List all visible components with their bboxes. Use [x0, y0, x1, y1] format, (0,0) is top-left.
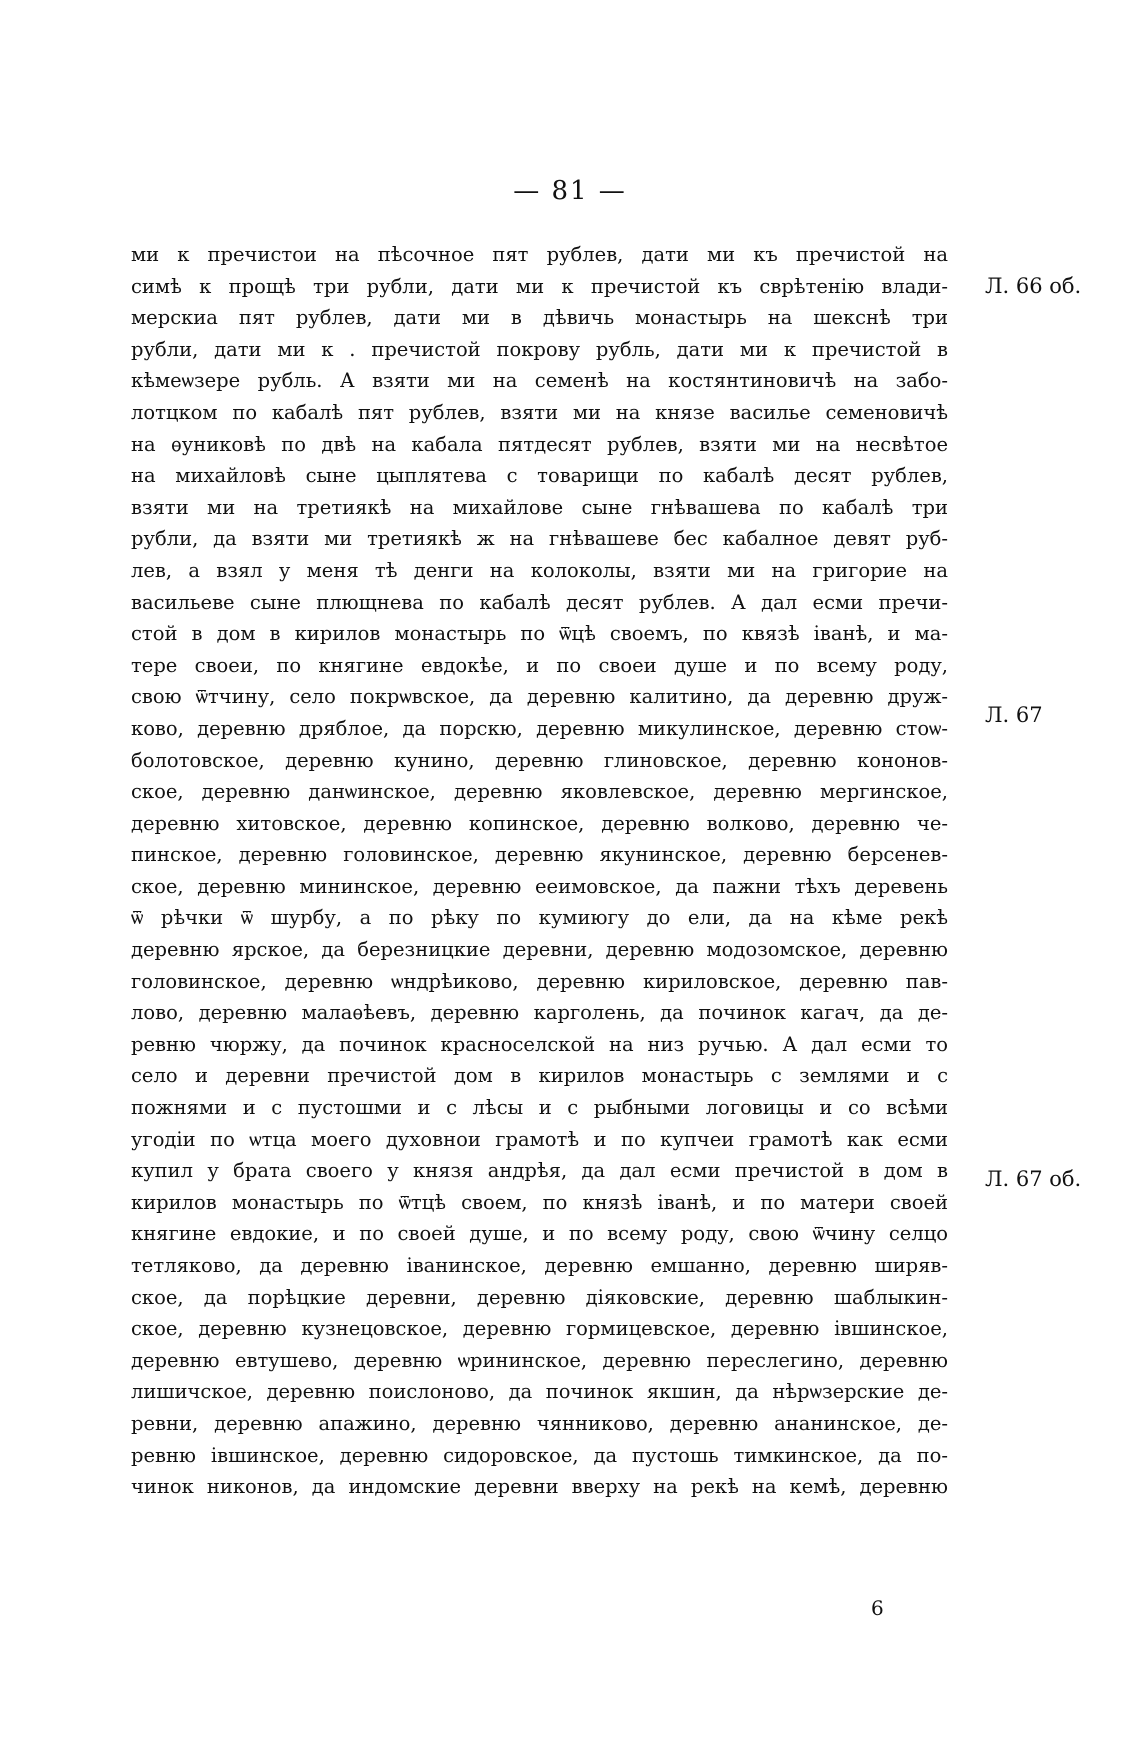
text-line: васильеве сыне плющнева по кабалѣ десят рублев. А дал есми пречи-	[131, 590, 948, 614]
margin-folio-note: Л. 66 об.	[985, 274, 1082, 298]
text-line: пинское, деревню головинское, деревню якунинское, деревню берсенев-	[131, 843, 948, 867]
text-line: стой в дом в кирилов монастырь по ѿцѣ своемъ, по квязѣ іванѣ, и ма-	[131, 622, 948, 646]
text-line: лотцком по кабалѣ пят рублев, взяти ми на князе василье семеновичѣ	[131, 400, 948, 424]
text-line: болотовское, деревню кунино, деревню глиновское, деревню кононов-	[131, 748, 948, 772]
text-line: головинское, деревню ѡндрѣиково, деревню кириловское, деревню пав-	[131, 969, 948, 993]
text-line: свою ѿтчину, село покрѡвское, да деревню калитино, да деревню друж-	[131, 685, 948, 709]
text-line: взяти ми на третиякѣ на михайлове сыне гнѣвашева по кабалѣ три	[131, 495, 948, 519]
body-text	[131, 239, 948, 1503]
text-line: на ѳуниковѣ по двѣ на кабала пятдесят рублев, взяти ми на несвѣтое	[131, 432, 948, 456]
text-line: ково, деревню дряблое, да порскю, деревню микулинское, деревню стоѡ-	[131, 716, 948, 740]
text-line: рубли, да взяти ми третиякѣ ж на гнѣвашеве бес кабалное девят руб-	[131, 527, 948, 551]
signature-mark: 6	[871, 1596, 884, 1620]
text-line: рубли, дати ми к . пречистой покрову рубль, дати ми к пречистой в	[131, 337, 948, 361]
text-line: ское, да порѣцкие деревни, деревню дiяковские, деревню шаблыкин-	[131, 1285, 948, 1309]
text-line: ревню чюржу, да починок красноселской на низ ручью. А дал есми то	[131, 1032, 948, 1056]
text-line: ѿ рѣчки ѿ шурбу, а по рѣку по кумиюгу до ели, да на кѣме рекѣ	[131, 906, 948, 930]
text-line: лово, деревню малаѳѣевъ, деревню карголень, да починок кагач, да де-	[131, 1001, 948, 1025]
text-line: на михайловѣ сыне цыплятева с товарищи по кабалѣ десят рублев,	[131, 464, 948, 488]
text-line: деревню хитовское, деревню копинское, деревню волково, деревню че-	[131, 811, 948, 835]
text-line: деревню ярское, да березницкие деревни, деревню модозомское, деревню	[131, 938, 948, 962]
text-line: кѣмеѡзере рубль. А взяти ми на семенѣ на костянтиновичѣ на забо-	[131, 369, 948, 393]
text-line: ревни, деревню апажино, деревню чянниково, деревню ананинское, де-	[131, 1411, 948, 1435]
page-number: — 81 —	[513, 176, 627, 206]
text-line: купил у брата своего у князя андрѣя, да дал есми пречистой в дом в	[131, 1159, 948, 1183]
text-line: чинок никонов, да индомские деревни вверху на рекѣ на кемѣ, деревню	[131, 1475, 948, 1499]
text-line: ское, деревню мининское, деревню ееимовское, да пажни тѣхъ деревень	[131, 874, 948, 898]
text-line: княгине евдокие, и по своей душе, и по всему роду, свою ѿчину селцо	[131, 1222, 948, 1246]
text-line: лишичское, деревню поислоново, да починок якшин, да нѣрѡзерские де-	[131, 1380, 948, 1404]
text-line: угодіи по ѡтца моего духовнои грамотѣ и по купчеи грамотѣ как есми	[131, 1127, 948, 1151]
text-line: тере своеи, по княгине евдокѣе, и по своеи душе и по всему роду,	[131, 653, 948, 677]
text-line: ревню івшинское, деревню сидоровское, да пустошь тимкинское, да по-	[131, 1443, 948, 1467]
margin-folio-note: Л. 67 об.	[985, 1167, 1082, 1191]
text-line: тетляково, да деревню іванинское, деревню емшанно, деревню ширяв-	[131, 1254, 948, 1277]
text-line: ское, деревню кузнецовское, деревню гормицевское, деревню івшинское,	[131, 1317, 948, 1341]
text-line: лев, а взял у меня тѣ денги на колоколы, взяти ми на григорие на	[131, 558, 948, 582]
text-line: симѣ к прощѣ три рубли, дати ми к пречистой къ сврѣтенію влади-	[131, 274, 948, 298]
text-line: село и деревни пречистой дом в кирилов монастырь с землями и с	[131, 1064, 948, 1088]
text-line: кирилов монастырь по ѿтцѣ своем, по князѣ іванѣ, и по матери своей	[131, 1190, 948, 1214]
text-line: ми к пречистои на пѣсочное пят рублев, дати ми къ пречистой на	[131, 243, 948, 266]
text-line: ское, деревню данѡинское, деревню яковлевское, деревню мергинское,	[131, 780, 948, 804]
margin-folio-note: Л. 67	[985, 703, 1043, 727]
text-line: деревню евтушево, деревню ѡрининское, деревню переслегино, деревню	[131, 1348, 948, 1372]
text-line: пожнями и с пустошми и с лѣсы и с рыбными логовицы и со всѣми	[131, 1096, 948, 1120]
text-line: мерскиа пят рублев, дати ми в дѣвичь монастырь на шекснѣ три	[131, 306, 948, 330]
